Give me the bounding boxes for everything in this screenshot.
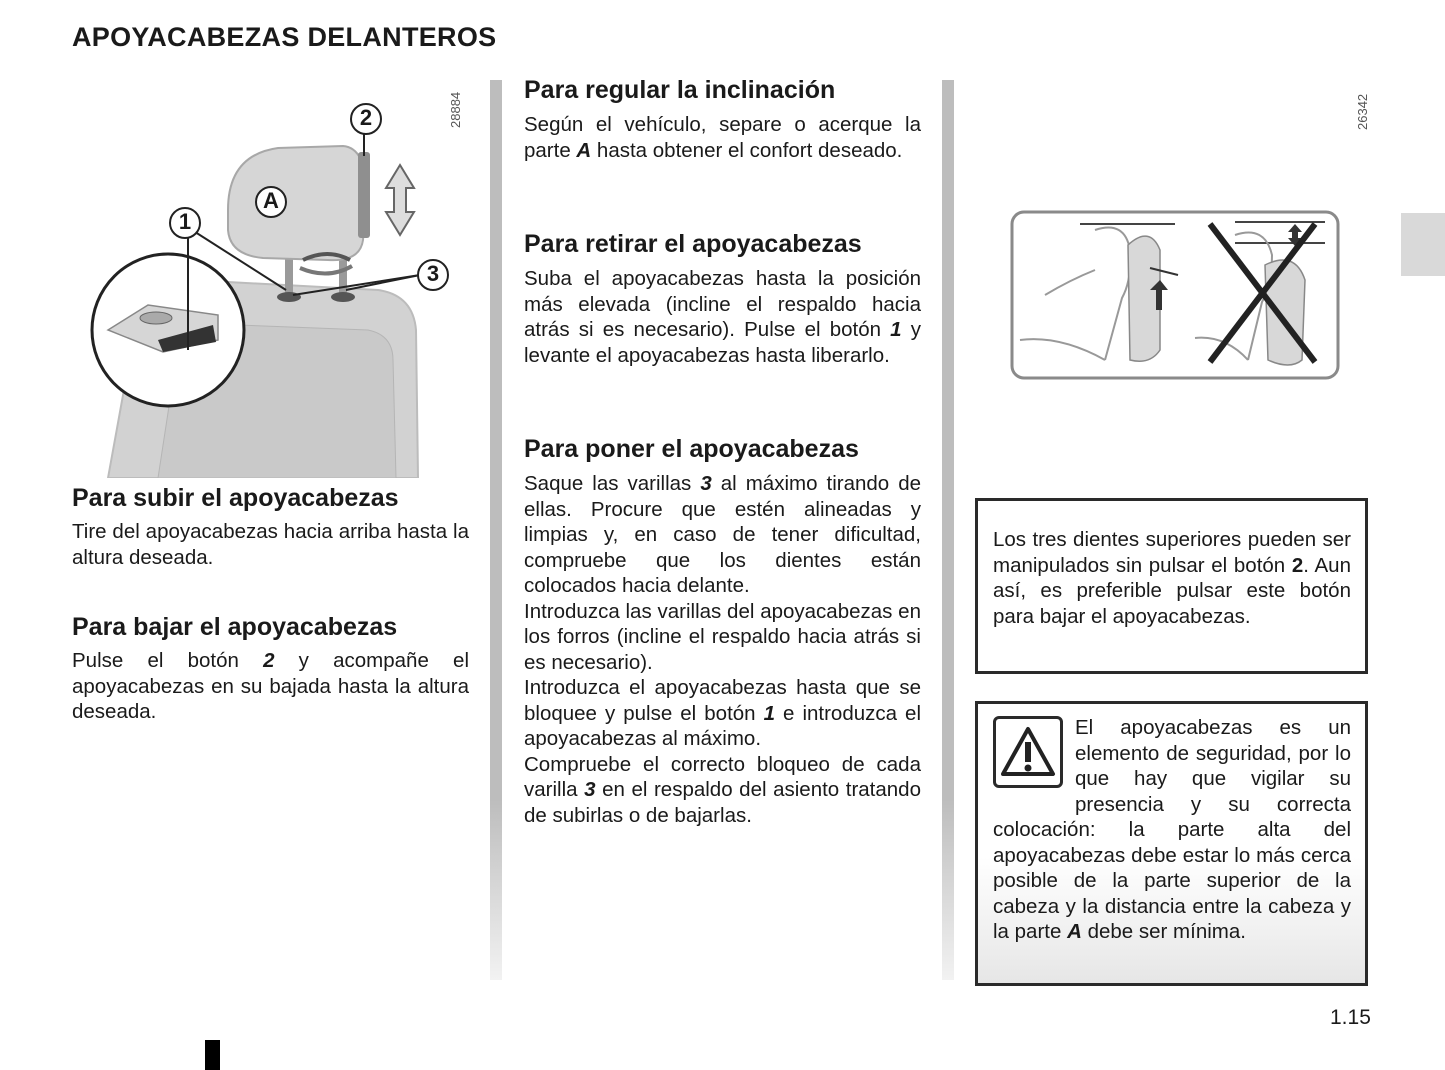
text-poner-4: Compruebe el correcto bloqueo de cada varilla 3 en el respaldo del asiento tratando de subirlas o de bajarlas. xyxy=(524,752,921,827)
text-inclinacion: Según el vehículo, separe o acerque la parte A hasta obtener el confort deseado. xyxy=(524,113,921,162)
chapter-tab-marker xyxy=(1401,213,1445,276)
page-title: APOYACABEZAS DELANTEROS xyxy=(72,22,497,52)
text-bajar: Pulse el botón 2 y acompañe el apoyacabezas en su bajada hasta la altura deseada. xyxy=(72,649,469,723)
section-retirar xyxy=(524,230,921,368)
callout-label-1: 1 xyxy=(178,209,192,234)
section-poner xyxy=(524,435,921,828)
section-subir xyxy=(72,484,469,570)
figure-reference-left: 28884 xyxy=(448,91,463,128)
print-registration-mark xyxy=(205,1040,220,1070)
callout-label-a: A xyxy=(263,188,279,213)
head-position-illustration xyxy=(1010,210,1340,380)
heading-bajar: Para bajar el apoyacabezas xyxy=(72,613,398,641)
heading-poner: Para poner el apoyacabezas xyxy=(524,435,859,463)
page-number: 1.15 xyxy=(1330,1006,1371,1029)
text-poner-1: Saque las varillas 3 al máximo tirando de ellas. Procure que estén alineadas y limpias y, en caso de tener dificultad, compruebe que los dientes están colocados hacia delante. xyxy=(524,472,921,597)
section-inclinacion xyxy=(524,76,921,163)
column-divider-right xyxy=(942,80,954,980)
text-poner-3: Introduzca el apoyacabezas hasta que se bloquee y pulse el botón 1 e introduzca el apoyacabezas al máximo. xyxy=(524,676,922,750)
callout-label-2: 2 xyxy=(359,105,373,130)
text-retirar: Suba el apoyacabezas hasta la posición más elevada (incline el respaldo hacia atrás si es necesario). Pulse el botón 1 y levante el apoyacabezas hasta liberarlo. xyxy=(524,267,921,367)
section-bajar xyxy=(72,613,469,725)
note-text: Los tres dientes superiores pueden ser manipulados sin pulsar el botón 2. Aun así, es preferible pulsar este botón para bajar el apoyacabezas. xyxy=(993,528,1351,628)
text-poner-2: Introduzca las varillas del apoyacabezas en los forros (incline el respaldo hacia atrás si es necesario). xyxy=(524,599,921,674)
figure-reference-right: 26342 xyxy=(1355,93,1370,130)
heading-subir: Para subir el apoyacabezas xyxy=(72,484,399,512)
callout-label-3: 3 xyxy=(426,261,440,286)
warning-triangle-icon xyxy=(993,716,1063,788)
warning-text: El apoyacabezas es un elemento de seguridad, por lo que hay que vigilar su presencia y su correcta colocación: la parte alta del apoyacabezas debe estar lo más cerca posible de la parte superior de la cabeza y la distancia entre la cabeza y la parte A debe ser mínima. xyxy=(993,716,1351,943)
warning-box xyxy=(975,701,1368,986)
headrest-illustration xyxy=(88,90,468,478)
text-subir: Tire del apoyacabezas hacia arriba hasta la altura deseada. xyxy=(72,520,469,569)
heading-inclinacion: Para regular la inclinación xyxy=(524,76,836,104)
note-box xyxy=(975,498,1368,674)
heading-retirar: Para retirar el apoyacabezas xyxy=(524,230,862,258)
column-divider-left xyxy=(490,80,502,980)
